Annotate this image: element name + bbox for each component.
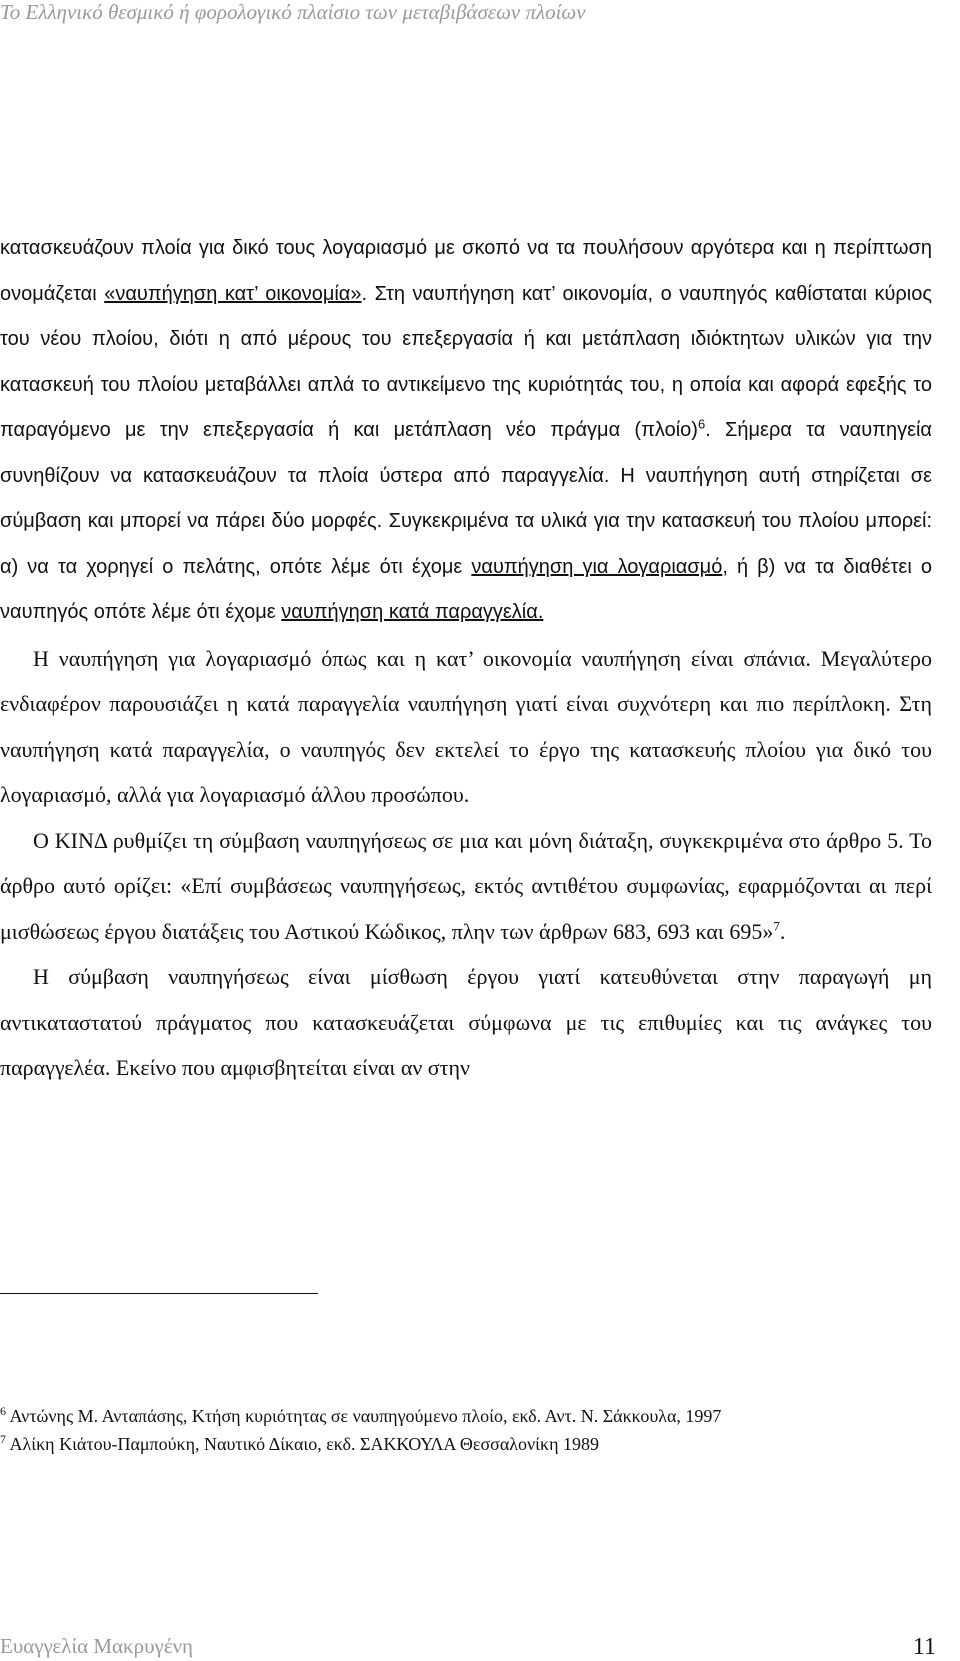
underlined-term: ναυπήγηση για λογαριασμό [471, 555, 723, 578]
underlined-term: «ναυπήγηση κατ’ οικονομία» [104, 282, 362, 305]
text-run: . [779, 918, 786, 944]
page-header: Το Ελληνικό θεσμικό ή φορολογικό πλαίσιο των μεταβιβάσεων πλοίων [0, 0, 586, 24]
footnote-number: 6 [0, 1404, 6, 1418]
text-run: Ο ΚΙΝΔ ρυθμίζει τη σύμβαση ναυπηγήσεως σε μια και μόνη διάταξη, συγκεκριμένα στο άρθρο 5. Το άρθρο αυτό ορίζει: «Επί συμβάσεως ναυπηγήσεως, εκτός αντιθέτου συμφωνίας, εφαρμόζονται αι περί μισθώσεως έργου διατάξεις του Αστικού Κώδικος, πλην των άρθρων 683, 693 και 695» [0, 827, 932, 944]
footnote-text: Αλίκη Κιάτου-Παμπούκη, Ναυτικό Δίκαιο, εκδ. ΣΑΚΚΟΥΛΑ Θεσσαλονίκη 1989 [9, 1434, 599, 1454]
paragraph-2: Η ναυπήγηση για λογαριασμό όπως και η κατ’ οικονομία ναυπήγηση είναι σπάνια. Μεγαλύτερο ενδιαφέρον παρουσιάζει η κατά παραγγελία ναυπήγηση γιατί είναι συχνότερη και πιο περίπλοκη. Στη ναυπήγηση κατά παραγγελία, ο ναυπηγός δεν εκτελεί το έργο της κατασκευής πλοίου για δικό του λογαριασμό, αλλά για λογαριασμό άλλου προσώπου. [0, 645, 932, 807]
footnote-text: Αντώνης Μ. Ανταπάσης, Κτήση κυριότητας σε ναυπηγούμενο πλοίο, εκδ. Αντ. Ν. Σάκκουλα, 1997 [9, 1406, 722, 1426]
paragraph-4: Η σύμβαση ναυπηγήσεως είναι μίσθωση έργου γιατί κατευθύνεται στην παραγωγή μη αντικαταστατού πράγματος που κατασκευάζεται σύμφωνα με τις επιθυμίες και τις ανάγκες του παραγγελέα. Εκείνο που αμφισβητείται είναι αν στην [0, 964, 932, 1080]
footnote-item [0, 1402, 932, 1430]
text-run: κατασκευάζουν πλοία για δικό τους λογαριασμό με σκοπό να τα πουλήσουν αργότερα και η περίπτωση ονομάζεται [0, 237, 932, 305]
paragraph-1 [0, 226, 932, 636]
underlined-term: ναυπήγηση κατά παραγγελία. [281, 601, 544, 623]
footnote-ref: 6 [697, 416, 706, 432]
footnote-number: 7 [0, 1432, 6, 1446]
body-text [0, 226, 932, 1091]
footnote-separator [0, 1293, 318, 1294]
text-run: . Στη ναυπήγηση κατ’ οικονομία, ο ναυπηγός καθίσταται κύριος του νέου πλοίου, διότι η από μέρους του επεξεργασία ή και μετάπλαση ιδιόκτητων υλικών για την κατασκευή του πλοίου μεταβάλλει απλά το αντικείμενο της κυριότητάς του, η οποία και αφορά εφεξής το παραγόμενο με την επεξεργασία ή και μετάπλαση νέο πράγμα (πλοίο) [0, 282, 932, 441]
footnote-ref: 7 [773, 918, 780, 934]
text-run: . Σήμερα τα ναυπηγεία συνηθίζουν να κατασκευάζουν τα πλοία ύστερα από παραγγελία. Η ναυπήγηση αυτή στηρίζεται σε σύμβαση και μπορεί να πάρει δύο μορφές. Συγκεκριμένα τα υλικά για την κατασκευή του πλοίου μπορεί: α) να τα χορηγεί ο πελάτης, οπότε λέμε ότι έχομε [0, 419, 932, 578]
paragraph-3 [0, 818, 932, 955]
text-run: , ή β) να τα διαθέτει ο ναυπηγός οπότε λέμε ότι έχομε [0, 555, 932, 623]
footer-author: Ευαγγελία Μακρυγένη [0, 1634, 194, 1658]
footnote-item [0, 1430, 932, 1458]
page-number: 11 [912, 1634, 936, 1660]
footnotes [0, 1402, 932, 1458]
